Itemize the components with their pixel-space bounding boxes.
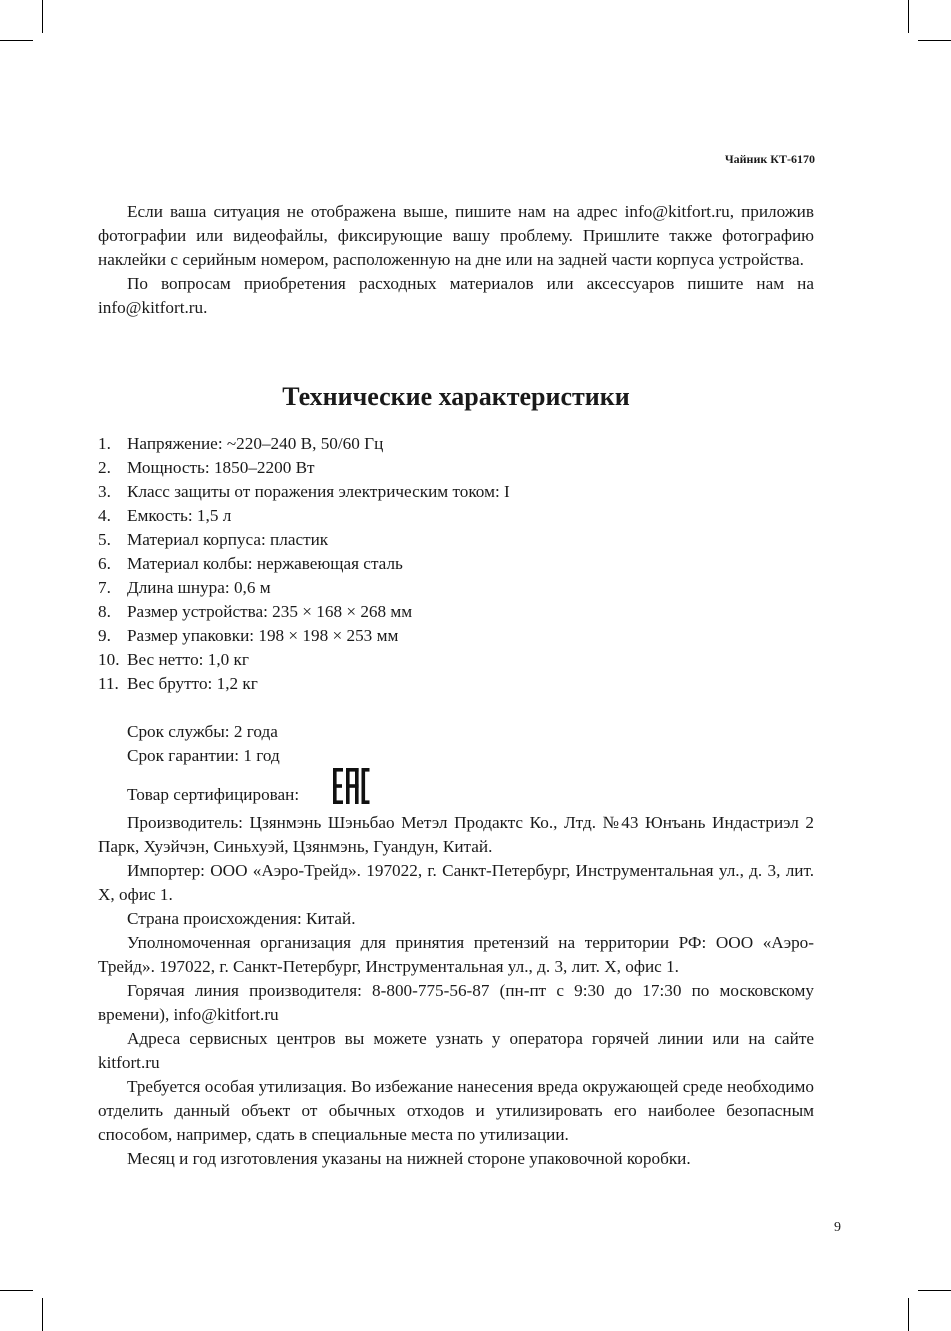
list-text: Вес нетто: 1,0 кг bbox=[127, 650, 249, 669]
list-text: Размер устройства: 235 × 168 × 268 мм bbox=[127, 602, 413, 621]
crop-mark bbox=[908, 1298, 909, 1331]
list-item bbox=[98, 480, 814, 504]
crop-mark bbox=[0, 40, 33, 41]
warranty-period: Срок гарантии: 1 год bbox=[127, 746, 280, 765]
eac-mark-icon bbox=[303, 768, 370, 811]
list-number: 7. bbox=[98, 578, 111, 597]
list-item bbox=[98, 432, 814, 456]
list-item bbox=[98, 624, 814, 648]
list-item bbox=[98, 456, 814, 480]
running-header: Чайник КТ-6170 bbox=[724, 152, 815, 166]
crop-mark bbox=[0, 1290, 33, 1291]
list-number: 3. bbox=[98, 482, 111, 501]
intro-paragraph: По вопросам приобретения расходных материалов или аксессуаров пишите нам на info@kitfort.ru. bbox=[98, 274, 814, 317]
info-paragraph: Месяц и год изготовления указаны на нижней стороне упаковочной коробки. bbox=[127, 1149, 691, 1168]
crop-mark bbox=[918, 1290, 951, 1291]
list-text: Класс защиты от поражения электрическим током: I bbox=[127, 482, 510, 501]
list-number: 10. bbox=[98, 650, 120, 669]
list-text: Вес брутто: 1,2 кг bbox=[127, 674, 258, 693]
crop-mark bbox=[908, 0, 909, 33]
section-title: Технические характеристики bbox=[282, 382, 630, 411]
crop-mark bbox=[918, 40, 951, 41]
service-life: Срок службы: 2 года bbox=[127, 722, 278, 741]
info-paragraph: Страна происхождения: Китай. bbox=[127, 909, 356, 928]
info-paragraph: Производитель: Цзянмэнь Шэньбао Метэл Продактс Ко., Лтд. №43 Юнъань Индастриэл 2 Парк, Хуэйчэн, Синьхуэй, Цзянмэнь, Гуандун, Китай. bbox=[98, 813, 814, 856]
list-text: Материал корпуса: пластик bbox=[127, 530, 329, 549]
list-text: Напряжение: ~220–240 В, 50/60 Гц bbox=[127, 434, 384, 453]
info-paragraph: Импортер: ООО «Аэро-Трейд». 197022, г. Санкт-Петербург, Инструментальная ул., д. 3, лит. Х, офис 1. bbox=[98, 861, 814, 904]
list-item bbox=[98, 504, 814, 528]
list-number: 1. bbox=[98, 434, 111, 453]
list-item bbox=[98, 648, 814, 672]
page-number: 9 bbox=[834, 1220, 841, 1235]
list-text: Мощность: 1850–2200 Вт bbox=[127, 458, 315, 477]
list-number: 8. bbox=[98, 602, 111, 621]
certified-label: Товар сертифицирован: bbox=[127, 785, 300, 804]
specs-list bbox=[98, 432, 814, 696]
page-content bbox=[98, 200, 814, 1171]
list-item bbox=[98, 552, 814, 576]
list-item bbox=[98, 528, 814, 552]
spacer bbox=[98, 696, 814, 720]
list-text: Длина шнура: 0,6 м bbox=[127, 578, 271, 597]
intro-paragraph: Если ваша ситуация не отображена выше, пишите нам на адрес info@kitfort.ru, приложив фотографии или видеофайлы, фиксирующие вашу проблему. Пришлите также фотографию наклейки с серийным номером, расположенную на дне или на задней части корпуса устройства. bbox=[98, 202, 814, 269]
list-item bbox=[98, 576, 814, 600]
info-paragraph: Требуется особая утилизация. Во избежание нанесения вреда окружающей среде необходимо отделить данный объект от обычных отходов и утилизировать его наиболее безопасным способом, например, сдать в специальные места по утилизации. bbox=[98, 1077, 814, 1144]
list-item bbox=[98, 672, 814, 696]
list-text: Размер упаковки: 198 × 198 × 253 мм bbox=[127, 626, 399, 645]
info-paragraph: Горячая линия производителя: 8-800-775-56-87 (пн-пт с 9:30 до 17:30 по московскому времени), info@kitfort.ru bbox=[98, 981, 814, 1024]
crop-mark bbox=[42, 1298, 43, 1331]
certification-line bbox=[98, 768, 814, 811]
list-item bbox=[98, 600, 814, 624]
info-paragraph: Уполномоченная организация для принятия претензий на территории РФ: ООО «Аэро-Трейд». 197022, г. Санкт-Петербург, Инструментальная ул., д. 3, лит. Х, офис 1. bbox=[98, 933, 814, 976]
list-number: 5. bbox=[98, 530, 111, 549]
list-number: 4. bbox=[98, 506, 111, 525]
list-number: 11. bbox=[98, 674, 119, 693]
crop-mark bbox=[42, 0, 43, 33]
info-paragraph: Адреса сервисных центров вы можете узнать у оператора горячей линии или на сайте kitfort.ru bbox=[98, 1029, 814, 1072]
list-text: Емкость: 1,5 л bbox=[127, 506, 232, 525]
list-number: 6. bbox=[98, 554, 111, 573]
list-number: 2. bbox=[98, 458, 111, 477]
list-number: 9. bbox=[98, 626, 111, 645]
list-text: Материал колбы: нержавеющая сталь bbox=[127, 554, 403, 573]
